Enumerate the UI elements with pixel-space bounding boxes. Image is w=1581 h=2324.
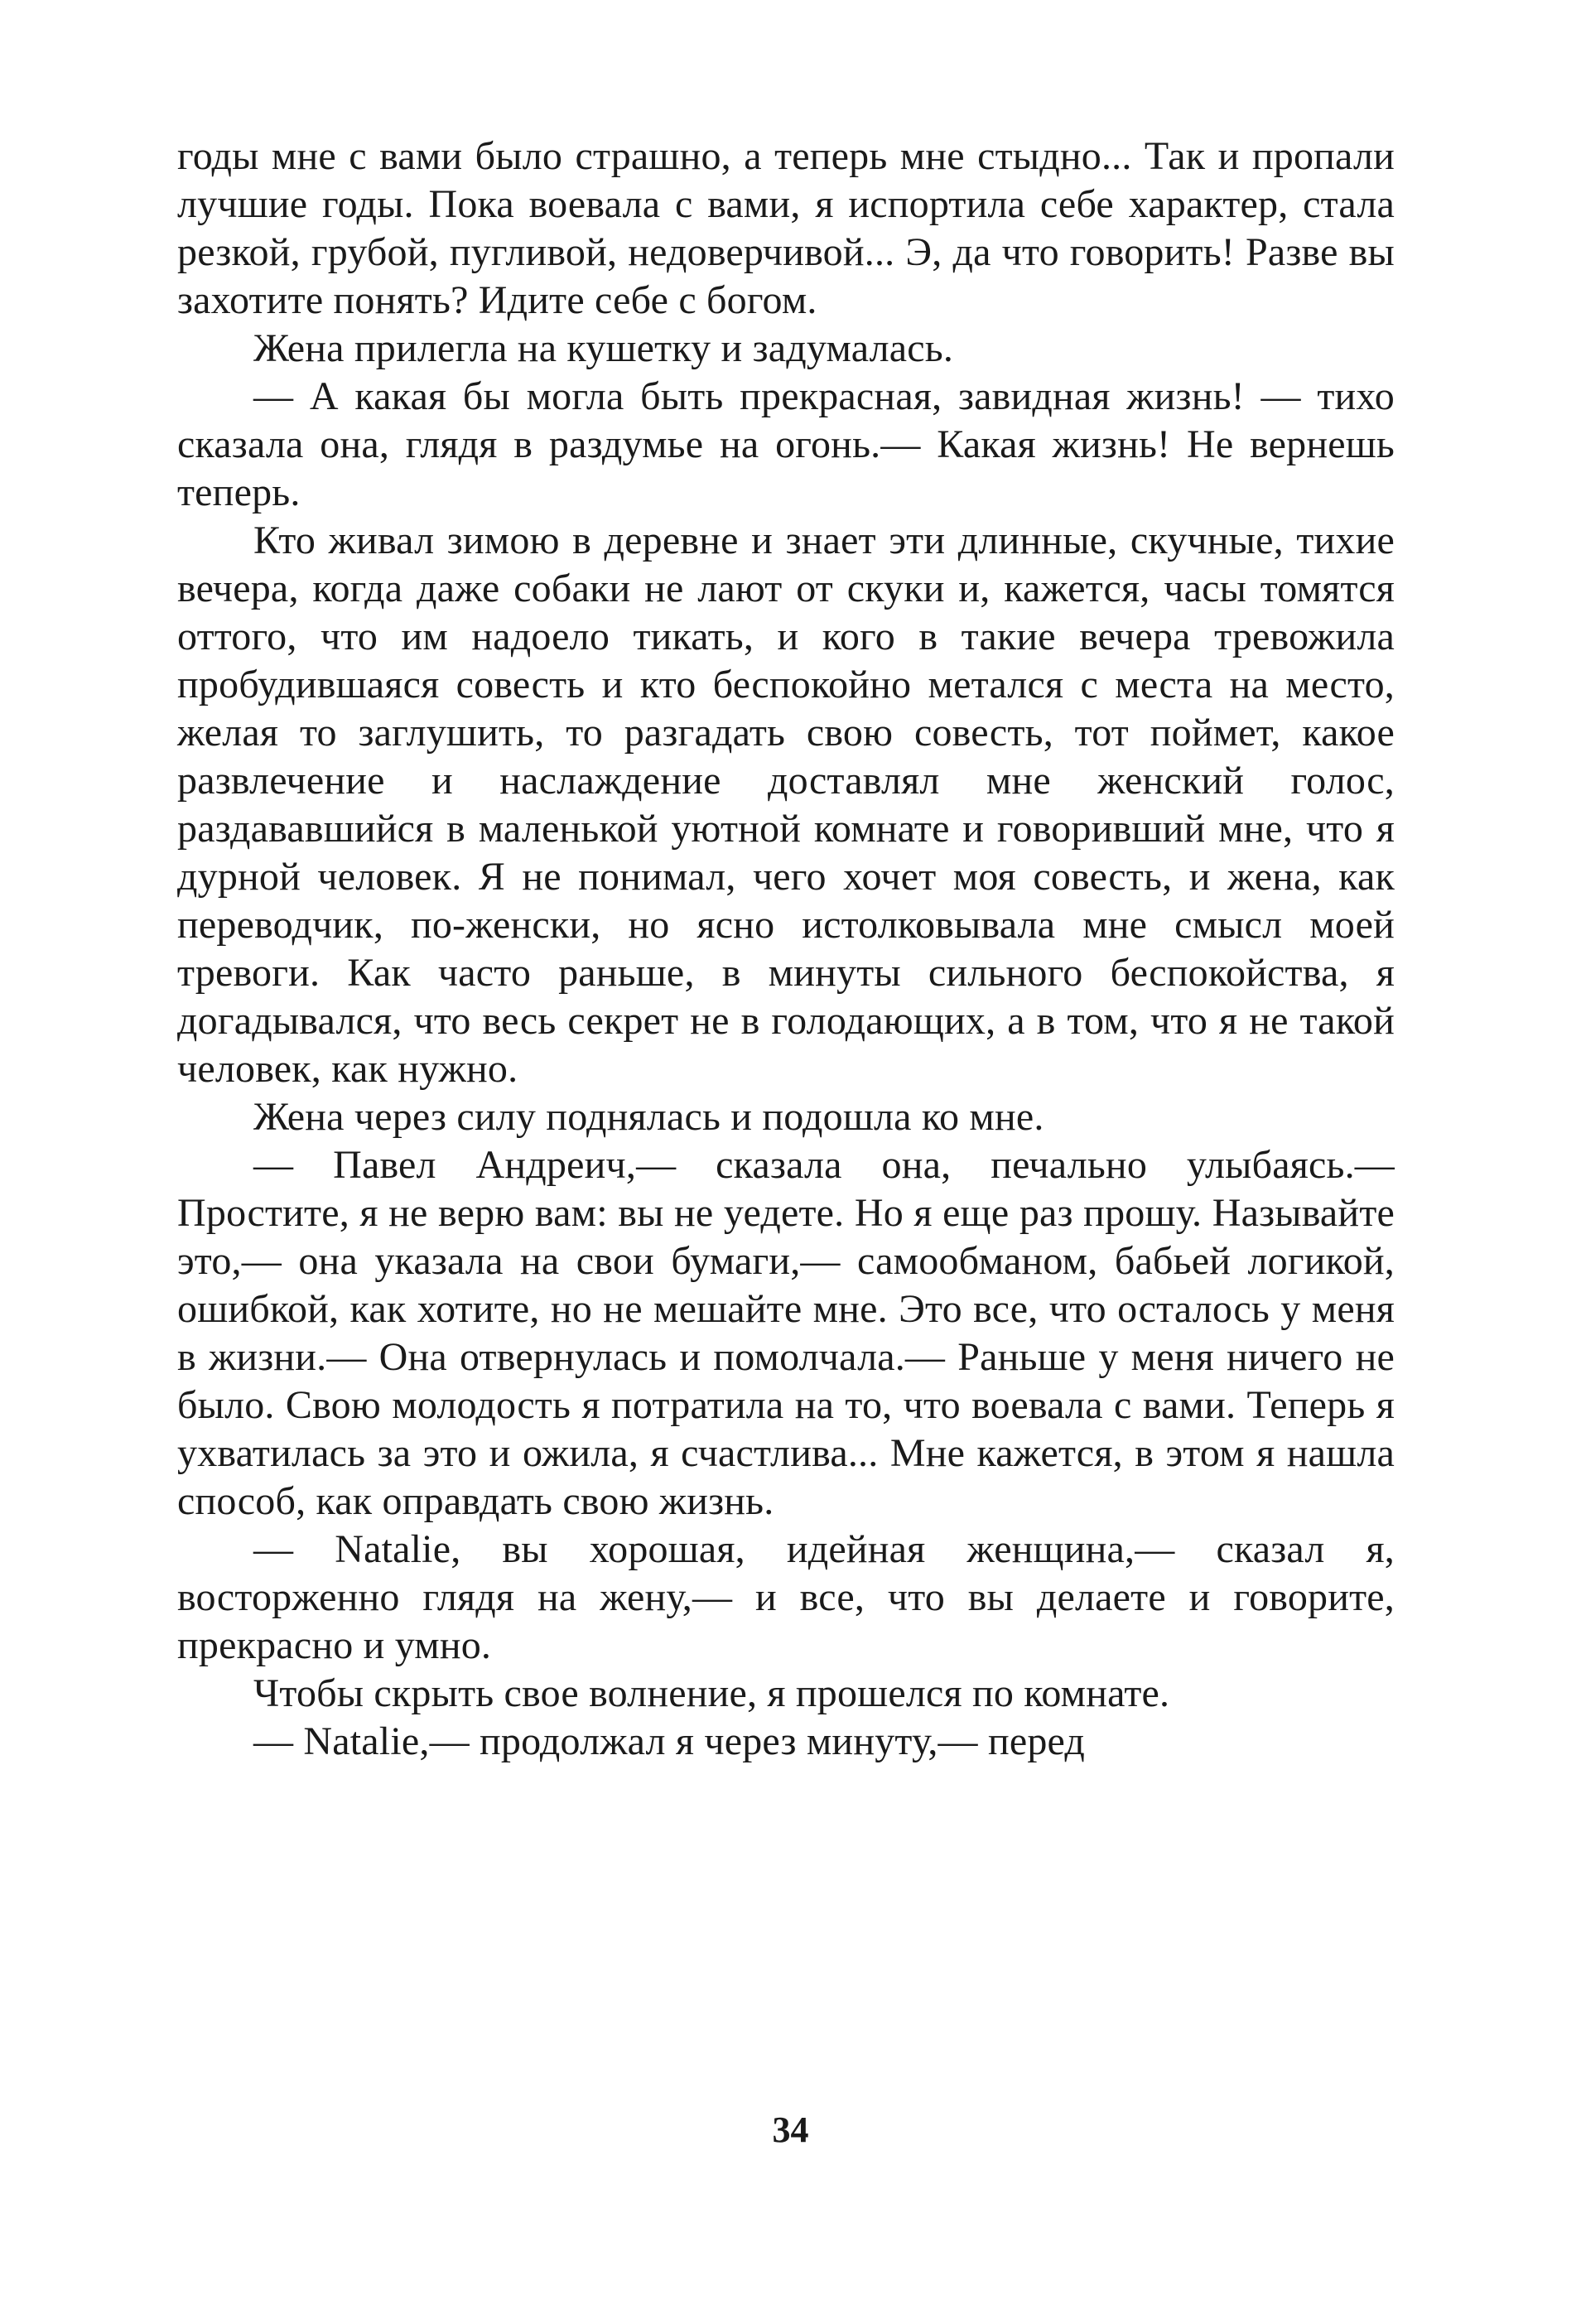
paragraph-4: Кто живал зимою в деревне и знает эти длинные, скучные, тихие вечера, когда даже собаки не лают от скуки и, кажется, часы томятся оттого, что им надоело тикать, и кого в такие вечера тревожила пробудившаяся совесть и кто беспокойно метался с места на место, желая то заглушить, то разгадать свою совесть, тот поймет, какое развлечение и наслаждение доставлял мне женский голос, раздававшийся в маленькой уютной комнате и говоривший мне, что я дурной человек. Я не понимал, чего хочет моя совесть, и жена, как переводчик, по-женски, но ясно истолковывала мне смысл моей тревоги. Как часто раньше, в минуты сильного беспокойства, я догадывался, что весь секрет не в голодающих, а в том, что я не такой человек, как нужно. xyxy=(177,518,1395,1091)
paragraph-9: — Natalie,— продолжал я через минуту,— перед xyxy=(253,1719,1086,1763)
paragraph-6: — Павел Андреич,— сказала она, печально улыбаясь.— Простите, я не верю вам: вы не уедете. Но я еще раз прошу. Называйте это,— она указала на свои бумаги,— самообманом, бабьей логикой, ошибкой, как хотите, но не мешайте мне. Это все, что осталось у меня в жизни.— Она отвернулась и помолчала.— Раньше у меня ничего не было. Свою молодость я потратила на то, что воевала с вами. Теперь я ухватилась за это и ожила, я счастлива... Мне кажется, в этом я нашла способ, как оправдать свою жизнь. xyxy=(177,1143,1395,1523)
paragraph-2: Жена прилегла на кушетку и задумалась. xyxy=(253,326,954,370)
paragraph-5: Жена через силу поднялась и подошла ко мне. xyxy=(253,1095,1044,1139)
body-text xyxy=(177,133,1395,1766)
paragraph-1: годы мне с вами было страшно, а теперь мне стыдно... Так и пропали лучшие годы. Пока воевала с вами, я испортила себе характер, стала резкой, грубой, пугливой, недоверчивой... Э, да что говорить! Разве вы захотите понять? Идите себе с богом. xyxy=(177,134,1395,322)
paragraph-8: Чтобы скрыть свое волнение, я прошелся по комнате. xyxy=(253,1671,1170,1715)
page-number: 34 xyxy=(772,2109,809,2150)
paragraph-3: — А какая бы могла быть прекрасная, завидная жизнь! — тихо сказала она, глядя в раздумье на огонь.— Какая жизнь! Не вернешь теперь. xyxy=(177,374,1395,514)
paragraph-7: — Natalie, вы хорошая, идейная женщина,— сказал я, восторженно глядя на жену,— и все, что вы делаете и говорите, прекрасно и умно. xyxy=(177,1527,1395,1667)
